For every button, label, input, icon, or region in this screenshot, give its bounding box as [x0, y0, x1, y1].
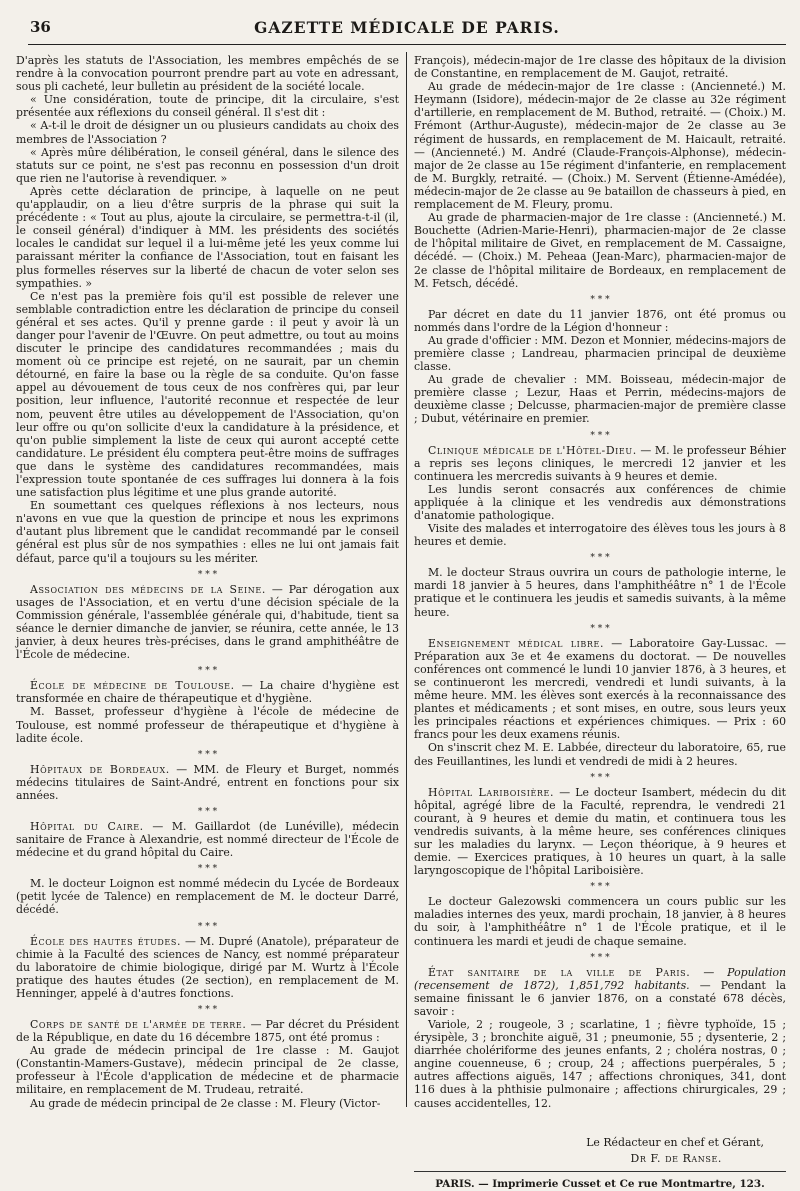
item-heading: Hôpital Lariboisière.	[428, 785, 555, 799]
population-text: — Population (recensement de 1872), 1,851,792 habitants.	[414, 965, 787, 992]
section-ornament: * * *	[590, 882, 610, 893]
section-ornament: * * *	[590, 772, 610, 783]
item-heading: Enseignement médical libre.	[428, 636, 605, 650]
item-text: — M. Dupré (Anatole), préparateur de chimie à la Faculté des sciences de Nancy, est nommé préparateur du laboratoire de chimie biologique, dirigé par M. Wurtz à l'École pratique des hautes études (2e section), en remplacement de M. Henninger, appelé à d'autres fonctions.	[16, 934, 399, 1000]
left-column	[16, 54, 399, 1110]
paragraph: Au grade de médecin principal de 2e classe : M. Fleury (Victor-	[30, 1096, 381, 1110]
signature-title: Le Rédacteur en chef et Gérant,	[586, 1135, 764, 1149]
mortality-detail: Variole, 2 ; rougeole, 3 ; scarlatine, 1 ; fièvre typhoïde, 15 ; érysipèle, 3 ; bronchite aiguë, 31 ; pneumonie, 55 ; dysenterie, 2 ; diarrhée cholériforme des jeunes enfants, 2 ; choléra nostras, 0 ; angine couenneuse, 6 ; croup, 24 ; affections puerpérales, 5 ; autres affections aiguës, 147 ; affections chroniques, 341, dont 116 dues à la phthisie pulmonaire ; affections chirurgicales, 29 ; causes accidentelles, 12.	[414, 1018, 786, 1110]
paragraph: « Une considération, toute de principe, dit la circulaire, s'est présentée aux réflexions du conseil général. Il s'est dit :	[16, 93, 399, 120]
section-ornament: * * *	[197, 666, 218, 677]
item-heading: Corps de santé de l'armée de terre.	[30, 1018, 247, 1031]
paragraph: Au grade de médecin principal de 1re classe : M. Gaujot (Constantin-Mamers-Gustave), médecin principal de 2e classe, professeur à l'École d'application de médecine et de pharmacie militaire, en remplacement de M. Trudeau, retraité.	[16, 1044, 399, 1097]
section-ornament: * * *	[197, 806, 218, 817]
paragraph: François), médecin-major de 1re classe des hôpitaux de la division de Constantine, en remplacement de M. Gaujot, retraité.	[414, 54, 786, 81]
paragraph: Par décret en date du 11 janvier 1876, ont été promus ou nommés dans l'ordre de la Légion d'honneur :	[414, 307, 786, 334]
paragraph: Au grade de chevalier : MM. Boisseau, médecin-major de première classe ; Lezur, Haas et Perrin, médecins-majors de deuxième classe ; Delcusse, pharmacien-major de première classe ; Dubut, vétérinaire en premier.	[414, 373, 786, 426]
item-text: — Le docteur Isambert, médecin du dit hôpital, agrégé libre de la Faculté, reprendra, le vendredi 21 courant, à 9 heures et demie du matin, et continuera tous les vendredis suivants, à la même heure, ses conférences cliniques sur les maladies du larynx. — Leçon théorique, à 9 heures et demie. — Exercices pratiques, à 10 heures un quart, à la salle laryngoscopique de l'hôpital Lariboisière.	[414, 785, 786, 878]
news-item	[16, 935, 399, 1000]
paragraph: Ce n'est pas la première fois qu'il est possible de relever une semblable contradiction entre les déclaration de principe du conseil général et ses actes. Qu'il y prenne garde : il peut y avoir là un danger pour l'avenir de l'Œuvre. On peut admettre, ou tout au moins discuter le principe des candidatures recommandées ; mais du moment où ce principe est rejeté, on ne saurait, par un chemin détourné, en faire la base ou la règle de sa conduite. Qu'on fasse appel au dévouement de tous ceux de nos confrères qui, par leur position, leur influence, l'autorité reconnue et respectée de leur nom, peuvent être utiles au développement de l'Association, qu'on leur offre ou qu'on sollicite d'eux la candidature à la présidence, et qu'on publie simplement la liste de ceux qui auront accepté cette candidature. Le président élu comptera peut-être moins de suffrages que dans le système des candidatures recommandées, mais l'expression toute spontanée de ces suffrages lui donnera à la fois une satisfaction plus légitime et une plus grande autorité.	[16, 289, 399, 500]
running-title: GAZETTE MÉDICALE DE PARIS.	[254, 18, 560, 37]
news-item	[16, 763, 399, 802]
item-text: — Par décret du Président de la République, en date du 16 décembre 1875, ont été promus :	[16, 1018, 399, 1045]
item-text: — Pendant la semaine finissant le 6 janvier 1876, on a constaté 678 décès, savoir :	[414, 978, 786, 1018]
news-item	[414, 966, 786, 1018]
section-ornament: * * *	[197, 864, 218, 875]
item-heading: Clinique médicale de l'Hôtel-Dieu.	[428, 443, 637, 457]
paragraph: M. Basset, professeur d'hygiène à l'école de médecine de Toulouse, est nommé professeur de thérapeutique et d'hygiène à ladite école.	[16, 705, 399, 745]
paragraph: Au grade de médecin-major de 1re classe : (Ancienneté.) M. Heymann (Isidore), médecin-major de 2e classe au 32e régiment d'artillerie, en remplacement de M. Buthod, retraité. — (Choix.) M. Frémont (Arthur-Auguste), médecin-major de 2e classe au 3e régiment de hussards, en remplacement de M. Haicault, retraité. — (Ancienneté.) M. André (Claude-François-Alphonse), médecin-major de 2e classe au 15e régiment d'infanterie, en remplacement de M. Burgkly, retraité. — (Choix.) M. Servent (Étienne-Amédée), médecin-major de 2e classe au 9e bataillon de chasseurs à pied, en remplacement de M. Fleury, promu.	[414, 80, 786, 212]
news-item	[16, 583, 399, 662]
item-text: — M. Gaillardot (de Lunéville), médecin sanitaire de France à Alexandrie, est nommé directeur de l'École de médecine et du grand hôpital du Caire.	[16, 819, 399, 860]
section-ornament: * * *	[590, 623, 610, 634]
section-ornament: * * *	[197, 1005, 218, 1015]
column-divider	[406, 52, 407, 1107]
item-heading: État sanitaire de la ville de Paris.	[428, 965, 691, 979]
item-heading: École des hautes études.	[30, 934, 182, 948]
paragraph: Au grade d'officier : MM. Dezon et Monnier, médecins-majors de première classe ; Landreau, pharmacien principal de deuxième classe.	[414, 333, 786, 374]
paragraph: On s'inscrit chez M. E. Labbée, directeur du laboratoire, 65, rue des Feuillantines, les lundi et vendredi de midi à 2 heures.	[414, 741, 786, 768]
news-item	[414, 786, 786, 878]
page-number: 36	[30, 18, 51, 36]
news-item: M. le docteur Straus ouvrira un cours de pathologie interne, le mardi 18 janvier à 5 heures, dans l'amphithéâtre n° 1 de l'École pratique et le continuera les jeudis et samedis suivants, à la même heure.	[414, 566, 786, 619]
page-header	[28, 18, 786, 45]
news-item	[16, 820, 399, 859]
news-item	[16, 1018, 399, 1044]
news-item	[16, 679, 399, 705]
section-ornament: * * *	[197, 921, 218, 932]
paragraph: Les lundis seront consacrés aux conférences de chimie appliquée à la clinique et les vendredis aux démonstrations d'anatomie pathologique.	[414, 482, 786, 522]
item-text: — MM. de Fleury et Burget, nommés médecins titulaires de Saint-André, entrent en fonctions pour six années.	[16, 762, 399, 802]
item-heading: École de médecine de Toulouse.	[30, 679, 235, 693]
item-heading: Association des médecins de la Seine.	[30, 582, 266, 596]
paragraph: Visite des malades et interrogatoire des élèves tous les jours à 8 heures et demie.	[414, 522, 786, 549]
section-ornament: * * *	[590, 952, 610, 963]
printer-imprint: PARIS. — Imprimerie Cusset et Ce rue Montmartre, 123.	[435, 1177, 765, 1190]
item-heading: Hôpitaux de Bordeaux.	[30, 762, 170, 776]
news-item	[414, 637, 786, 742]
news-item: M. le docteur Loignon est nommé médecin du Lycée de Bordeaux (petit lycée de Talence) en remplacement de M. le docteur Darré, décédé.	[16, 877, 399, 917]
item-text: — Par dérogation aux usages de l'Association, et en vertu d'une décision spéciale de la Commission générale, l'assemblée générale qui, d'habitude, tient sa séance le dernier dimanche de janvier, se réunira, cette année, le 13 janvier, à deux heures très-précises, dans le grand amphithéâtre de l'École de médecine.	[16, 582, 399, 662]
footer-rule	[414, 1171, 786, 1172]
item-text: — M. le professeur Béhier a repris ses leçons cliniques, le mercredi 12 janvier et les continuera les mercredis suivants à 9 heures et demie.	[414, 443, 786, 483]
item-text: — Laboratoire Gay-Lussac. — Préparation aux 3e et 4e examens du doctorat. — De nouvelles conférences ont commencé le lundi 10 janvier 1876, à 3 heures, et se continueront les mercredi, vendredi et lundi suivants, à la même heure. MM. les élèves sont exercés à la reconnaissance des plantes et médicaments ; et sont mises, en outre, sous leurs yeux les principales réactions et expériences chimiques. — Prix : 60 francs pour les deux examens réunis.	[414, 636, 786, 742]
paragraph: « Après mûre délibération, le conseil général, dans le silence des statuts sur ce point, ne s'est pas reconnu en possession d'un droit que rien ne l'autorise à revendiquer. »	[16, 145, 399, 185]
paragraph: Au grade de pharmacien-major de 1re classe : (Ancienneté.) M. Bouchette (Adrien-Marie-Henri), pharmacien-major de 2e classe de l'hôpital militaire de Givet, en remplacement de M. Cassaigne, décédé. — (Choix.) M. Peheaa (Jean-Marc), pharmacien-major de 2e classe de l'hôpital militaire de Bordeaux, en remplacement de M. Fetsch, décédé.	[414, 211, 786, 290]
paragraph: Après cette déclaration de principe, à laquelle on ne peut qu'applaudir, on a lieu d'être surpris de la phrase qui suit la précédente : « Tout au plus, ajoute la circulaire, se permettra-t-il (il, le conseil général) d'indiquer à MM. les présidents des sociétés locales le candidat sur lequel il a lui-même jeté les yeux comme lui paraissant mériter la confiance de l'Association, tout en faisant les plus formelles réserves sur la liberté de chacun de voter selon ses sympathies. »	[16, 184, 399, 290]
item-heading: Hôpital du Caire.	[30, 819, 144, 833]
section-ornament: * * *	[590, 294, 610, 305]
paragraph: D'après les statuts de l'Association, les membres empêchés de se rendre à la convocation pourront prendre part au vote en adressant, sous pli cacheté, leur bulletin au président de la société locale.	[16, 54, 399, 94]
right-column	[414, 54, 786, 1191]
signature-name: Dr F. de Ranse.	[630, 1151, 722, 1165]
paragraph: En soumettant ces quelques réflexions à nos lecteurs, nous n'avons en vue que la question de principe et nous les exprimons d'autant plus librement que le candidat recommandé par le conseil général est plus sûr de nos sympathies : elles ne lui ont jamais fait défaut, parce qu'il a toujours su les mériter.	[16, 499, 399, 565]
section-ornament: * * *	[590, 553, 610, 564]
item-text: — La chaire d'hygiène est transformée en chaire de thérapeutique et d'hygiène.	[16, 679, 399, 706]
signature-block	[414, 1136, 786, 1165]
news-item: Le docteur Galezowski commencera un cours public sur les maladies internes des yeux, mardi prochain, 18 janvier, à 8 heures du soir, à l'amphithéâtre n° 1 de l'École pratique, et il le continuera les mardi et jeudi de chaque semaine.	[414, 895, 786, 948]
section-ornament: * * *	[197, 749, 218, 760]
section-ornament: * * *	[197, 569, 218, 580]
section-ornament: * * *	[590, 430, 610, 441]
news-item	[414, 444, 786, 483]
paragraph: « A-t-il le droit de désigner un ou plusieurs candidats au choix des membres de l'Association ?	[16, 119, 399, 146]
